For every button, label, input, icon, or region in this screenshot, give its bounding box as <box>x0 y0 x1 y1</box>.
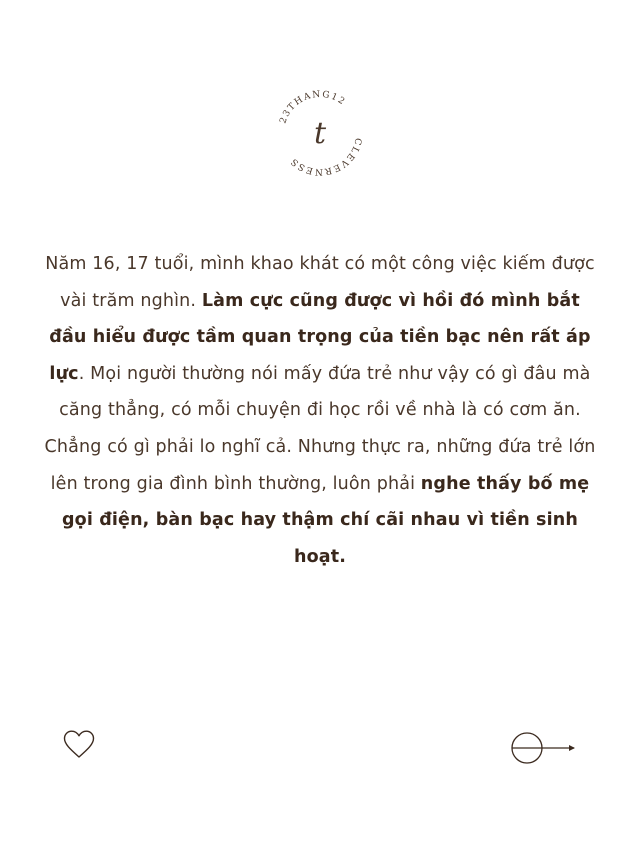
logo-ring-text-top: 23THANG12 <box>278 89 348 126</box>
logo-monogram: t <box>313 116 327 151</box>
paragraph-segment-emphasis-parents: nghe thấy bố mẹ gọi điện, bàn bạc hay thậm chí cãi nhau vì tiền sinh hoạt. <box>61 473 590 567</box>
logo-ring-text-bottom: CLEVERNESS <box>288 136 363 177</box>
paragraph-segment-emphasis-pressure: Làm cực cũng được vì hồi đó mình bắt đầu hiểu được tầm quan trọng của tiền bạc nên rất áp lực <box>49 290 591 384</box>
heart-icon[interactable] <box>62 728 96 762</box>
paragraph-segment-body: . Mọi người thường nói mấy đứa trẻ như vậy có gì đâu mà căng thẳng, có mỗi chuyện đi học rồi về nhà là có cơm ăn. Chẳng có gì phải lo nghĩ cả. Nhưng thực ra, những đứa trẻ lớn lên trong gia đình bình thường, luôn phải <box>44 363 596 494</box>
arrow-circle-right-icon[interactable] <box>510 731 580 765</box>
svg-text:23THANG12 <box>278 90 347 125</box>
paragraph-segment-intro: Năm 16, 17 tuổi, mình khao khát có một công việc kiếm được vài trăm nghìn. <box>45 254 595 311</box>
brand-seal-logo <box>275 88 365 178</box>
story-paragraph <box>40 246 600 575</box>
